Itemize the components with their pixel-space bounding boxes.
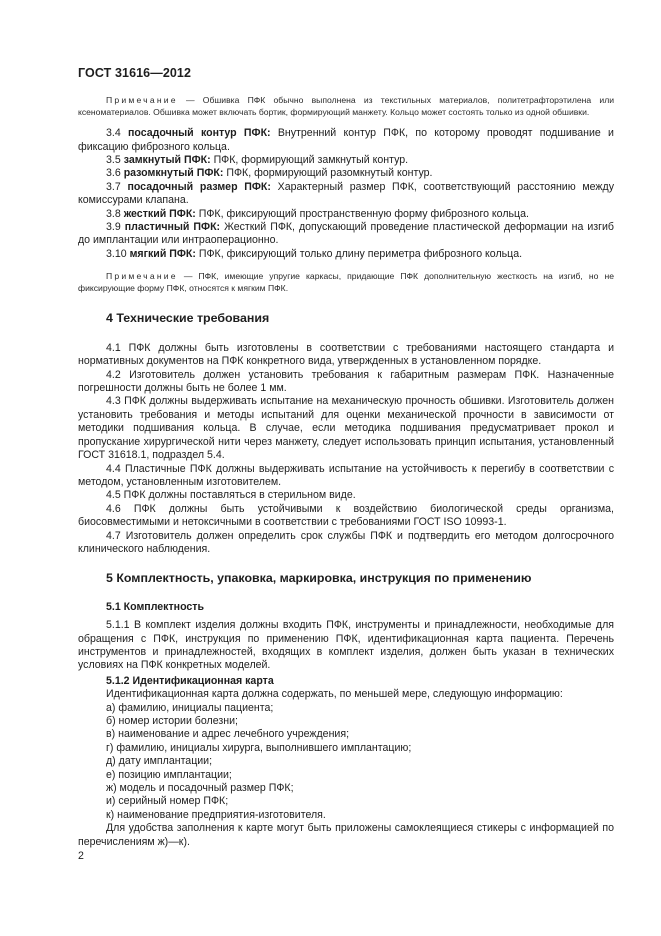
- note-text: — Обшивка ПФК обычно выполнена из текстильных материалов, политетрафторэтилена или ксеноматериалов. Обшивка может включать бортик, формирующий манжету. Кольцо может состоять только из одной обшивки.: [78, 95, 615, 117]
- page-content: [78, 95, 614, 849]
- paragraph-4-5: 4.5 ПФК должны поставляться в стерильном виде.: [106, 489, 356, 502]
- list-item: а) фамилию, инициалы пациента;: [106, 701, 274, 714]
- definition-text: ПФК, фиксирующий только длину периметра фиброзного кольца.: [198, 247, 523, 260]
- note-2: [78, 271, 614, 294]
- definition-3-5: [78, 154, 614, 167]
- definition-text: Характерный размер ПФК, соответствующий расстоянию между комиссурами клапана.: [78, 180, 614, 207]
- section-5-title: 5 Комплектность, упаковка, маркировка, инструкция по применению: [106, 571, 532, 586]
- paragraph-4-6: 4.6 ПФК должны быть устойчивыми к воздействию биологической среды организма, биосовместимыми и нетоксичными в соответствии с требованиями ГОСТ ISO 10993-1.: [78, 502, 614, 529]
- definition-3-6: [78, 167, 614, 180]
- definition-term: замкнутый ПФК:: [123, 154, 211, 166]
- subsection-5-1-2-title: 5.1.2 Идентификационная карта: [106, 674, 274, 687]
- document-header: ГОСТ 31616—2012: [78, 66, 192, 80]
- id-card-intro: Идентификационная карта должна содержать, по меньшей мере, следующую информацию:: [106, 688, 563, 701]
- paragraph-4-7: 4.7 Изготовитель должен определить срок службы ПФК и подтвердить его методом долгосрочного клинического наблюдения.: [78, 529, 614, 555]
- closing-paragraph: Для удобства заполнения к карте могут быть приложены самоклеящиеся стикеры с информацией по перечислениям ж)—к).: [78, 822, 614, 848]
- paragraph-5-1-1: 5.1.1 В комплект изделия должны входить ПФК, инструменты и принадлежности, необходимые для обращения с ПФК, инструкция по применению ПФК, идентификационная карта пациента. Перечень инструментов и принадлежностей, входящих в комплект изделия, должен быть указан в технических условиях на ПФК конкретных моделей.: [78, 619, 614, 672]
- definitions-list: [78, 127, 614, 261]
- definition-3-4: [78, 127, 614, 154]
- definition-number: 3.10: [106, 247, 127, 260]
- definition-text: ПФК, формирующий разомкнутый контур.: [226, 167, 433, 180]
- definition-number: 3.4: [106, 127, 121, 140]
- definition-text: ПФК, формирующий замкнутый контур.: [213, 154, 409, 166]
- definition-number: 3.6: [106, 167, 121, 180]
- paragraph-4-3: 4.3 ПФК должны выдерживать испытание на механическую прочность обшивки. Изготовитель должен установить требования и методы испытаний для оценки механической прочности в зависимости от методики подшивания кольца. В случае, если методика подшивания предусматривает прокол и пропускание хирургической нити через манжету, следует использовать принцип испытания, установленный ГОСТ 31618.1, подраздел 5.4.: [78, 395, 614, 462]
- list-item: и) серийный номер ПФК;: [106, 795, 229, 808]
- subsection-5-1-title: 5.1 Комплектность: [106, 600, 204, 613]
- list-item: г) фамилию, инициалы хирурга, выполнившего имплантацию;: [106, 741, 412, 754]
- paragraph-4-1: 4.1 ПФК должны быть изготовлены в соответствии с требованиями настоящего стандарта и нормативных документов на ПФК конкретного вида, утвержденных в установленном порядке.: [78, 341, 614, 368]
- list-item: е) позицию имплантации;: [106, 768, 232, 781]
- definition-3-10: [78, 248, 614, 261]
- definition-term: жесткий ПФК:: [123, 207, 196, 220]
- definition-number: 3.8: [106, 207, 121, 220]
- paragraph-4-2: 4.2 Изготовитель должен установить требования к габаритным размерам ПФК. Назначенные погрешности должны быть не более 1 мм.: [78, 368, 614, 395]
- list-item: к) наименование предприятия-изготовителя.: [106, 808, 326, 821]
- definition-3-8: [78, 208, 614, 221]
- definition-text: Жесткий ПФК, допускающий проведение пластической деформации на изгиб до имплантации или интраоперационно.: [78, 221, 614, 247]
- definition-term: посадочный контур ПФК:: [128, 127, 271, 140]
- section-4-title: 4 Технические требования: [106, 311, 270, 326]
- list-item: д) дату имплантации;: [106, 755, 213, 768]
- definition-3-7: [78, 181, 614, 208]
- note-1: [78, 95, 614, 118]
- id-card-list: [78, 702, 614, 823]
- definition-term: посадочный размер ПФК:: [127, 180, 271, 193]
- note-label: Примечание: [106, 271, 178, 282]
- definition-3-9: [78, 221, 614, 248]
- section-4-body: [78, 342, 614, 557]
- definition-number: 3.5: [106, 154, 121, 166]
- definition-number: 3.7: [106, 180, 121, 193]
- list-item: ж) модель и посадочный размер ПФК;: [106, 782, 294, 795]
- paragraph-4-4: 4.4 Пластичные ПФК должны выдерживать испытание на устойчивость к перегибу в соответствии с методом, установленным изготовителем.: [78, 462, 614, 488]
- definition-number: 3.9: [106, 221, 121, 234]
- note-text: — ПФК, имеющие упругие каркасы, придающие ПФК дополнительную жесткость на изгиб, но не фиксирующие форму ПФК, относятся к мягким ПФК.: [78, 271, 614, 293]
- definition-term: мягкий ПФК:: [129, 247, 196, 260]
- page-number: 2: [78, 850, 84, 862]
- note-label: Примечание: [106, 95, 178, 105]
- list-item: б) номер истории болезни;: [106, 715, 238, 727]
- definition-text: ПФК, фиксирующий пространственную форму фиброзного кольца.: [198, 207, 529, 220]
- definition-text: Внутренний контур ПФК, по которому проводят подшивание и фиксацию фиброзного кольца.: [78, 127, 614, 153]
- definition-term: разомкнутый ПФК:: [123, 167, 224, 180]
- definition-term: пластичный ПФК:: [124, 221, 221, 234]
- list-item: в) наименование и адрес лечебного учреждения;: [106, 728, 350, 741]
